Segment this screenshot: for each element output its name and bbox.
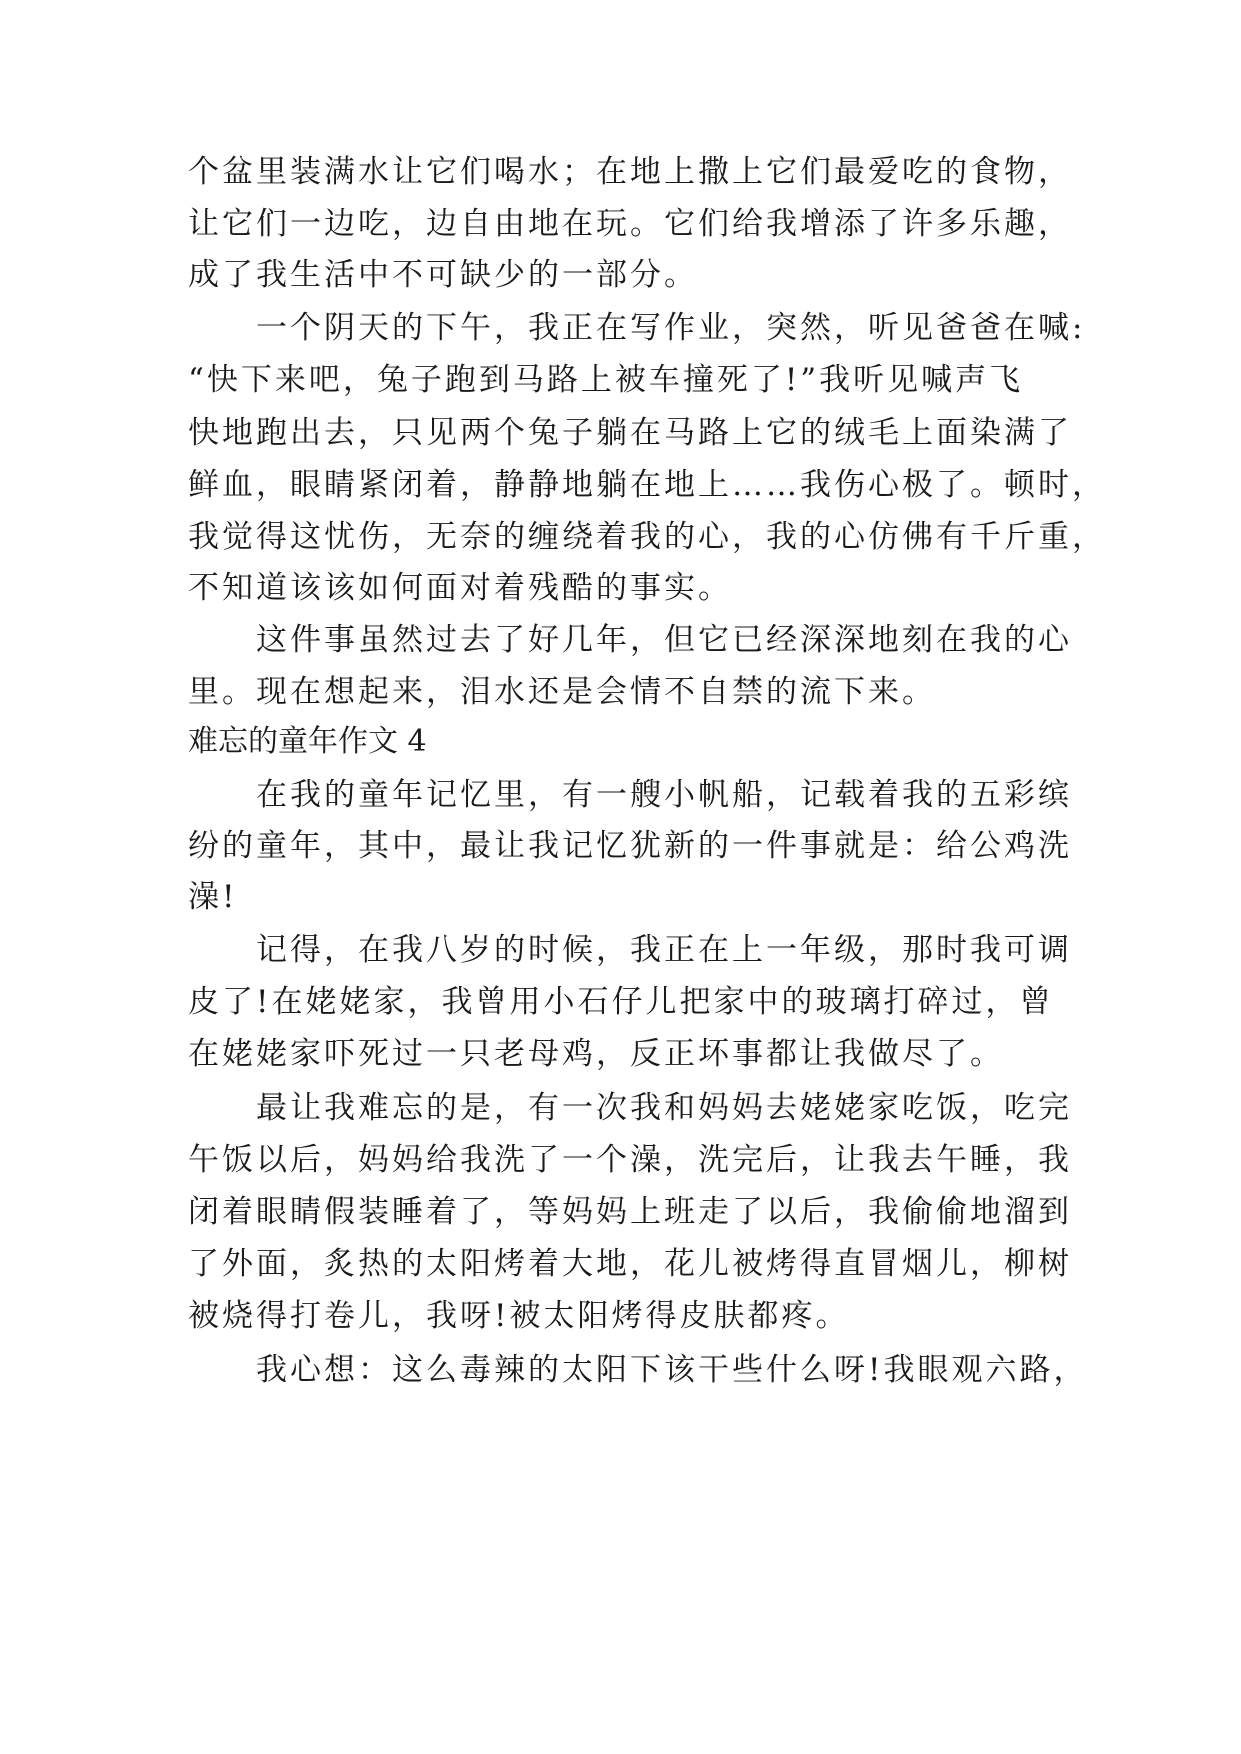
text-line: 成了我生活中不可缺少的一部分。	[188, 257, 698, 293]
text-line: 被烧得打卷儿，我呀!被太阳烤得皮肤都疼。	[188, 1298, 850, 1334]
text-line: 让它们一边吃，边自由地在玩。它们给我增添了许多乐趣，	[188, 206, 1072, 242]
text-line: 不知道该该如何面对着残酷的事实。	[188, 570, 732, 606]
text-line: 了外面，炙热的太阳烤着大地，花儿被烤得直冒烟儿，柳树	[188, 1246, 1072, 1282]
text-line: 闭着眼睛假装睡着了，等妈妈上班走了以后，我偷偷地溜到	[188, 1194, 1072, 1230]
paragraph-start-line: 这件事虽然过去了好几年，但它已经深深地刻在我的心	[256, 622, 1072, 658]
text-line: 澡!	[188, 879, 238, 915]
text-line: 我觉得这忧伤，无奈的缠绕着我的心，我的心仿佛有千斤重，	[188, 519, 1106, 555]
paragraph-start-line: 在我的童年记忆里，有一艘小帆船，记载着我的五彩缤	[256, 777, 1072, 813]
paragraph-start-line: 一个阴天的下午，我正在写作业，突然，听见爸爸在喊:	[256, 310, 1086, 346]
text-line: 个盆里装满水让它们喝水；在地上撒上它们最爱吃的食物，	[188, 154, 1072, 190]
text-line: 皮了!在姥姥家，我曾用小石仔儿把家中的玻璃打碎过，曾	[188, 984, 1054, 1020]
text-line: 里。现在想起来，泪水还是会情不自禁的流下来。	[188, 674, 936, 710]
paragraph-start-line: 最让我难忘的是，有一次我和妈妈去姥姥家吃饭，吃完	[256, 1090, 1072, 1126]
text-line: 纷的童年，其中，最让我记忆犹新的一件事就是：给公鸡洗	[188, 828, 1072, 864]
text-line: 午饭以后，妈妈给我洗了一个澡，洗完后，让我去午睡，我	[188, 1142, 1072, 1178]
text-line: 快地跑出去，只见两个兔子躺在马路上它的绒毛上面染满了	[188, 415, 1072, 451]
text-line: 在姥姥家吓死过一只老母鸡，反正坏事都让我做尽了。	[188, 1036, 1004, 1072]
paragraph-start-line: 我心想：这么毒辣的太阳下该干些什么呀!我眼观六路，	[256, 1352, 1088, 1388]
text-line: 鲜血，眼睛紧闭着，静静地躺在地上……我伤心极了。顿时，	[188, 467, 1106, 503]
section-heading: 难忘的童年作文 4	[188, 724, 427, 759]
text-line: “快下来吧，兔子跑到马路上被车撞死了!”我听见喊声飞	[188, 362, 1024, 398]
paragraph-start-line: 记得，在我八岁的时候，我正在上一年级，那时我可调	[256, 932, 1072, 968]
